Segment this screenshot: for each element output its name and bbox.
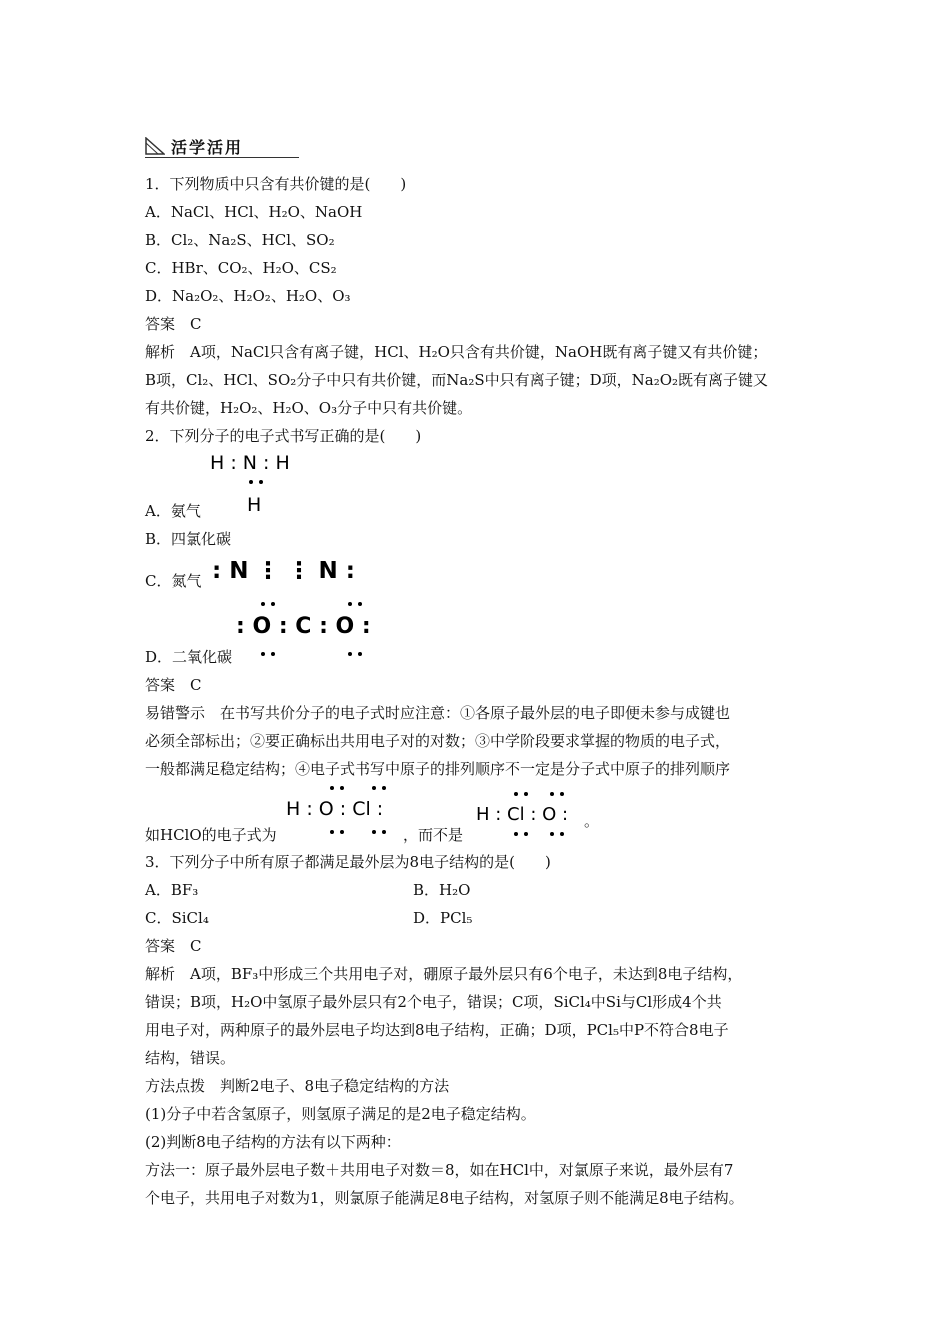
hocl-formula: H : O : Cl : [286,798,384,820]
q3-option-b: B．H₂O [413,881,471,899]
q3-answer: 答案 C [145,937,202,955]
q1-option-a: A．NaCl、HCl、H₂O、NaOH [145,203,363,221]
hclo-wrong-formula [476,790,596,842]
q3-stem: 3．下列分子中所有原子都满足最外层为8电子结构的是( ) [145,853,551,871]
q3-analysis-line-3: 用电子对，两种原子的最外层电子均达到8电子结构，正确；D项，PCl₅中P不符合8电子 [145,1021,729,1039]
header-underline [145,157,299,158]
q1-answer: 答案 C [145,315,202,333]
q2-option-a: A．氨气 [145,502,201,520]
hclo-dot [524,792,528,796]
co2-dot [271,602,275,606]
co2-formula: : O : C : O : [236,614,371,639]
q1-analysis-line-3: 有共价键，H₂O₂、H₂O、O₃分子中只有共价键。 [145,399,473,417]
hclo-dot [550,792,554,796]
hclo-formula: H : Cl : O : [476,804,569,825]
q2-example-prefix: 如HClO的电子式为 [145,826,277,844]
q1-option-d: D．Na₂O₂、H₂O₂、H₂O、O₃ [145,287,351,305]
section-title: 活学活用 [171,138,244,157]
q2-stem: 2．下列分子的电子式书写正确的是( ) [145,427,422,445]
co2-dot [358,652,362,656]
hocl-dot [340,830,344,834]
q1-stem: 1．下列物质中只含有共价键的是( ) [145,175,407,193]
nh3-lone-pair-dot [259,480,263,484]
q1-analysis-line-1: 解析 A项，NaCl只含有离子键，HCl、H₂O只含有共价键，NaOH既有离子键又有共价键； [145,343,768,361]
hocl-dot [382,786,386,790]
hocl-dot [372,830,376,834]
q2-warning-line-1: 易错警示 在书写共价分子的电子式时应注意：①各原子最外层的电子即便未参与成键也 [145,704,731,722]
q1-option-b: B．Cl₂、Na₂S、HCl、SO₂ [145,231,335,249]
q2-example-end: 。 [584,812,600,830]
q3-analysis-line-1: 解析 A项，BF₃中形成三个共用电子对，硼原子最外层只有6个电子，未达到8电子结构， [145,965,743,983]
hclo-dot [524,832,528,836]
q1-analysis-line-2: B项，Cl₂、HCl、SO₂分子中只有共价键，而Na₂S中只有离子键；D项，Na₂O₂既有离子键又 [145,371,769,389]
q2-example-mid: ，而不是 [403,826,464,844]
hocl-dot [340,786,344,790]
co2-dot [348,602,352,606]
co2-dot [348,652,352,656]
q2-answer: 答案 C [145,676,202,694]
hocl-correct-formula [286,784,416,840]
co2-dot [358,602,362,606]
q3-method-line-3: 方法一：原子最外层电子数＋共用电子对数＝8，如在HCl中，对氯原子来说，最外层有7 [145,1161,734,1179]
co2-dot [261,652,265,656]
hclo-dot [560,832,564,836]
q2-warning-line-3: 一般都满足稳定结构；④电子式书写中原子的排列顺序不一定是分子式中原子的排列顺序 [145,760,731,778]
q2-warning-line-2: 必须全部标出；②要正确标出共用电子对的对数；③中学阶段要求掌握的物质的电子式， [145,732,731,750]
hclo-dot [560,792,564,796]
n2-formula: : N ⋮ ⋮ N : [212,558,355,584]
q3-option-d: D．PCl₅ [413,909,473,927]
q3-method-line-1: (1)分子中若含氢原子，则氢原子满足的是2电子稳定结构。 [145,1105,536,1123]
q3-analysis-line-2: 错误；B项，H₂O中氢原子最外层只有2个电子，错误；C项，SiCl₄中Si与Cl形成4个共 [145,993,722,1011]
n2-electron-formula [212,558,355,588]
q3-option-a: A．BF₃ [145,881,199,899]
q3-method-line-4: 个电子，共用电子对数为1，则氯原子能满足8电子结构，对氢原子则不能满足8电子结构。 [145,1189,744,1207]
nh3-formula-top: H : N : H [210,452,290,474]
q3-method-title: 方法点拨 判断2电子、8电子稳定结构的方法 [145,1077,450,1095]
q2-option-d: D．二氧化碳 [145,648,233,666]
hclo-dot [514,792,518,796]
nh3-lone-pair-dot [249,480,253,484]
co2-electron-formula [236,598,396,662]
section-header [145,134,299,158]
q3-option-c: C．SiCl₄ [145,909,209,927]
hocl-dot [330,830,334,834]
hocl-dot [330,786,334,790]
co2-dot [271,652,275,656]
hocl-dot [372,786,376,790]
co2-dot [261,602,265,606]
q3-analysis-line-4: 结构，错误。 [145,1049,236,1067]
nh3-formula-h: H [247,494,262,516]
corner-triangle-icon [145,137,165,155]
q1-option-c: C．HBr、CO₂、H₂O、CS₂ [145,259,337,277]
hclo-dot [514,832,518,836]
q2-option-c: C．氮气 [145,572,202,590]
nh3-electron-formula [210,452,320,522]
hclo-dot [550,832,554,836]
q3-method-line-2: (2)判断8电子结构的方法有以下两种： [145,1133,401,1151]
q2-option-b: B．四氯化碳 [145,530,232,548]
hocl-dot [382,830,386,834]
